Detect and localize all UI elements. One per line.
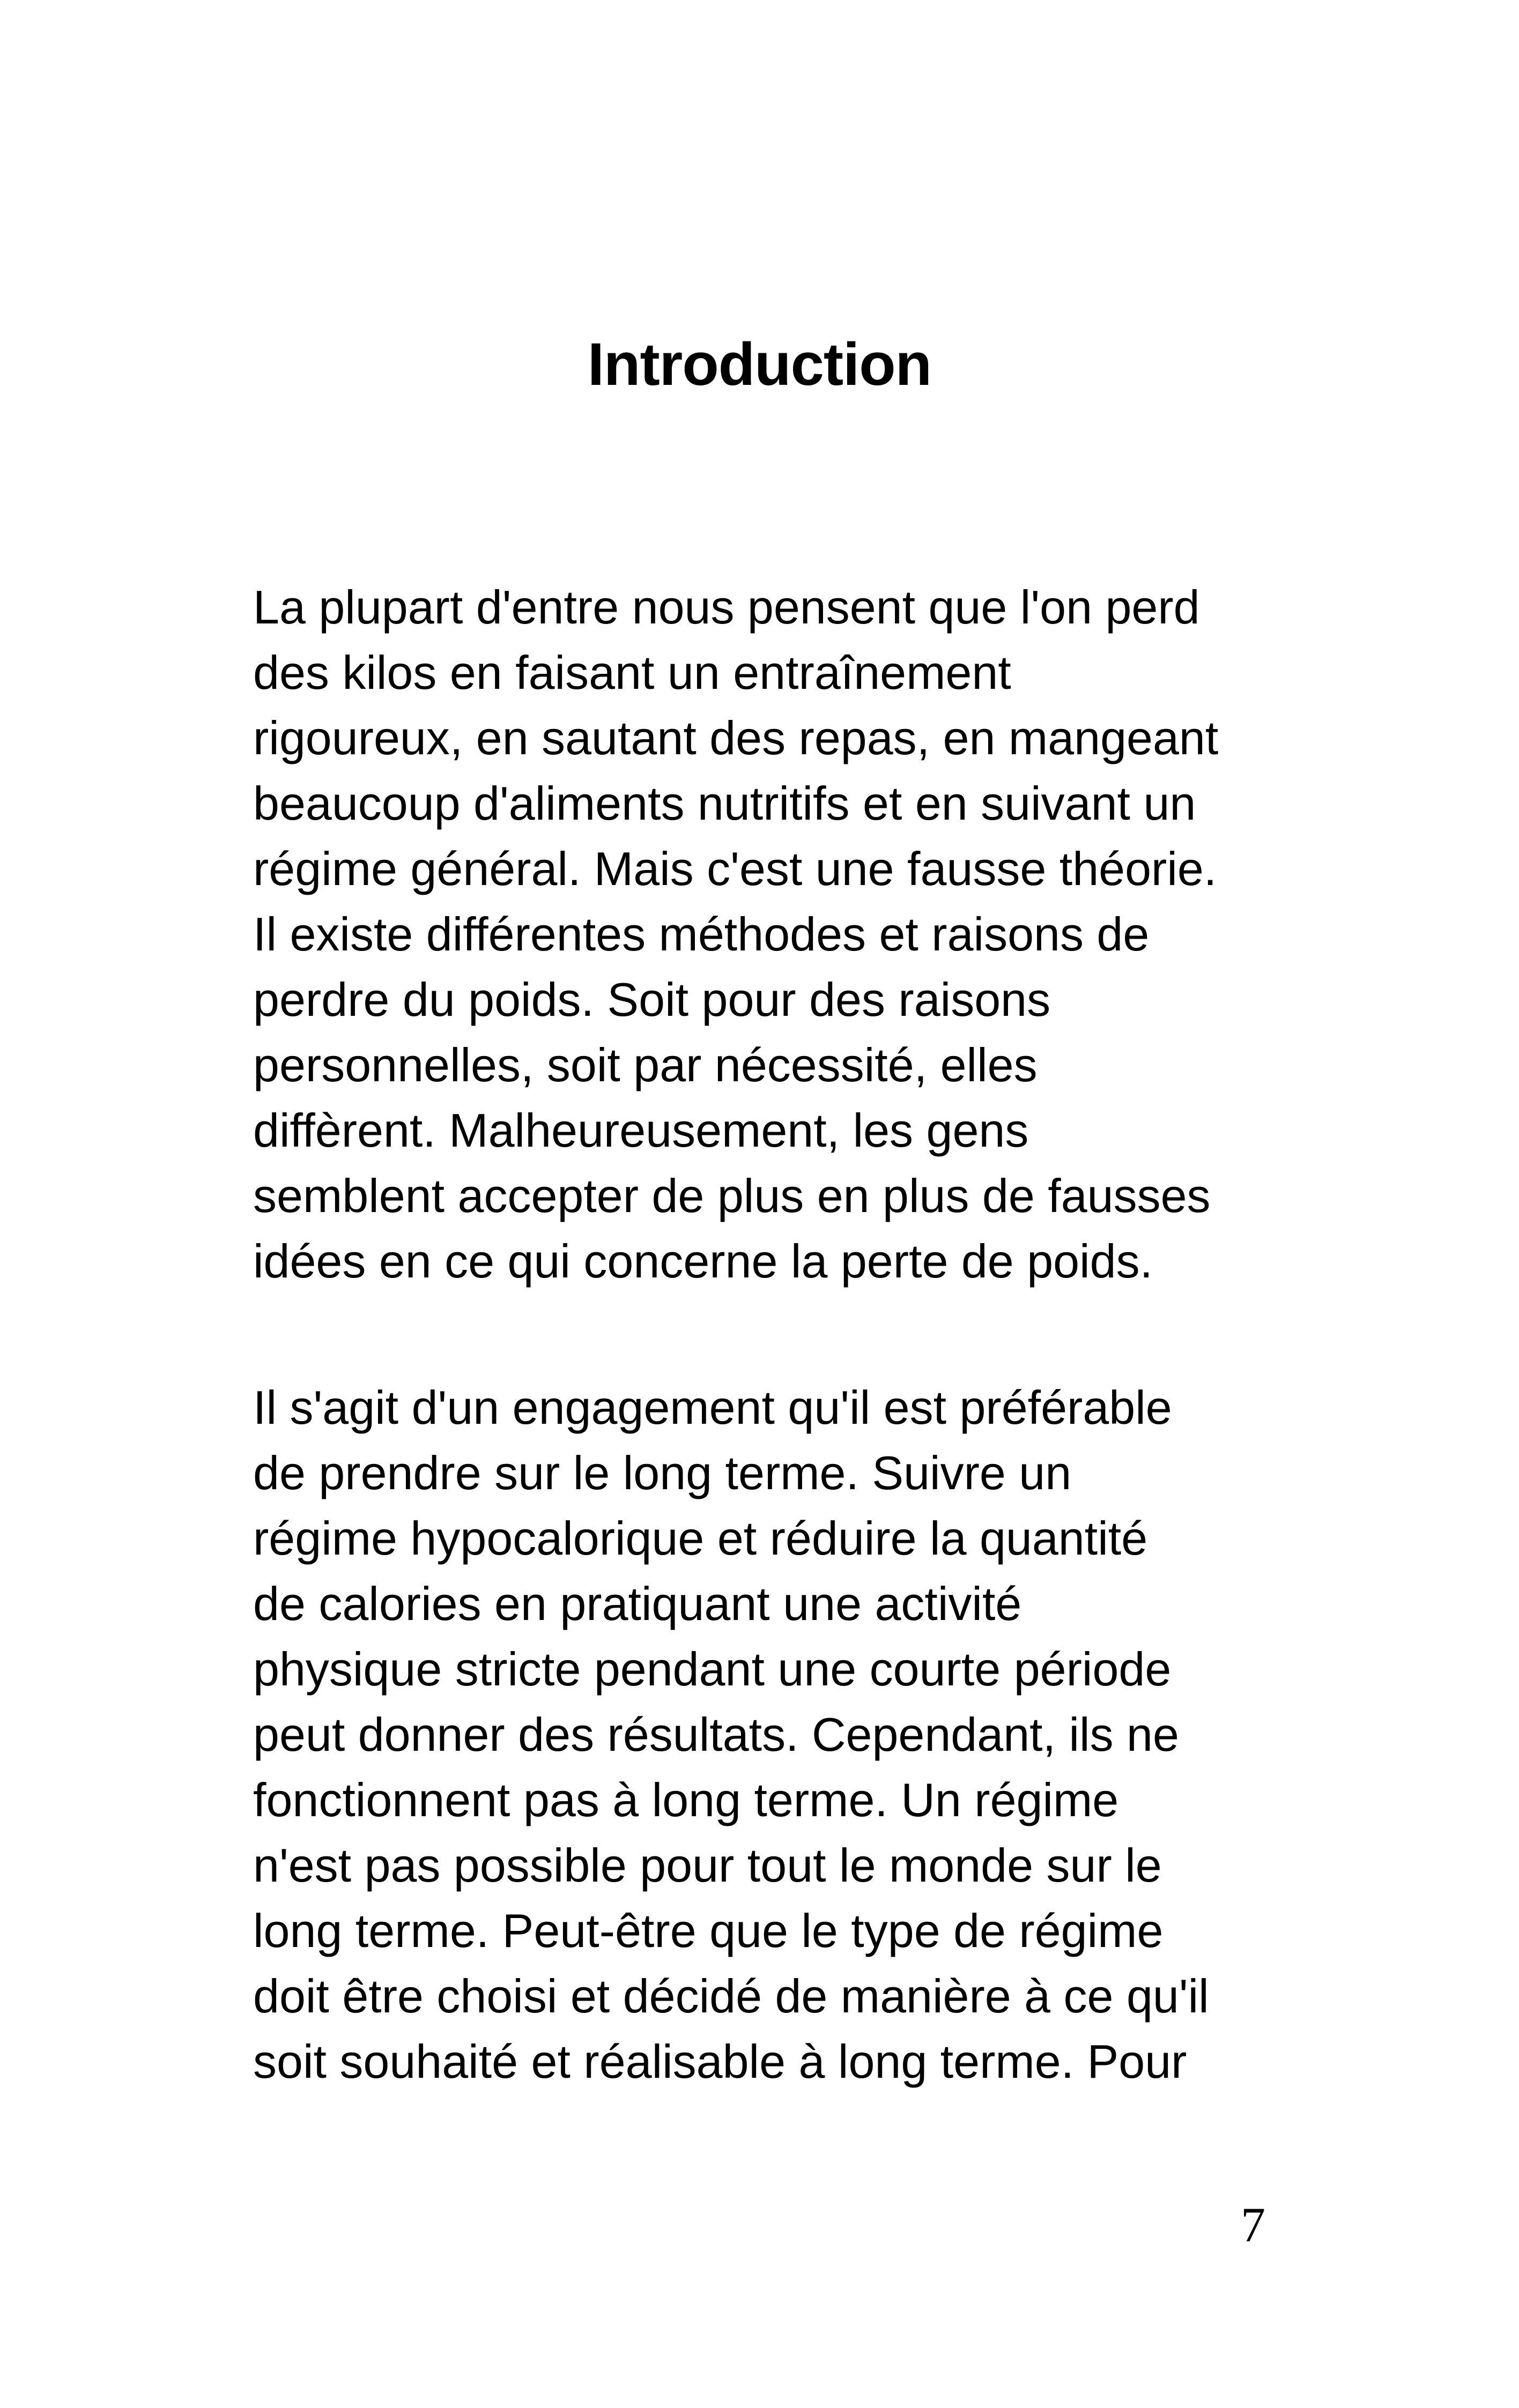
paragraph-1	[253, 575, 1325, 1294]
text-line: beaucoup d'aliments nutritifs et en suivant un	[253, 777, 1196, 830]
text-line: semblent accepter de plus en plus de fausses	[253, 1169, 1211, 1222]
text-line: Il s'agit d'un engagement qu'il est préférable	[253, 1381, 1172, 1434]
text-line: long terme. Peut-être que le type de régime	[253, 1904, 1164, 1957]
text-line: de prendre sur le long terme. Suivre un	[253, 1446, 1072, 1499]
text-line: Il existe différentes méthodes et raisons de	[253, 908, 1150, 961]
text-line: régime hypocalorique et réduire la quantité	[253, 1512, 1148, 1565]
text-line: n'est pas possible pour tout le monde sur le	[253, 1839, 1162, 1892]
text-line: peut donner des résultats. Cependant, ils ne	[253, 1708, 1179, 1761]
text-line: physique stricte pendant une courte période	[253, 1643, 1172, 1696]
text-line: perdre du poids. Soit pour des raisons	[253, 973, 1051, 1026]
text-line: personnelles, soit par nécessité, elles	[253, 1038, 1038, 1091]
text-line: soit souhaité et réalisable à long terme. Pour	[253, 2035, 1187, 2088]
text-line: rigoureux, en sautant des repas, en mangeant	[253, 711, 1219, 764]
chapter-title: Introduction	[587, 331, 932, 398]
text-line: régime général. Mais c'est une fausse théorie.	[253, 842, 1217, 895]
page-number: 7	[1241, 2197, 1265, 2252]
paragraph-text	[253, 575, 1325, 1294]
text-line: des kilos en faisant un entraînement	[253, 646, 1011, 699]
text-line: fonctionnent pas à long terme. Un régime	[253, 1773, 1119, 1826]
text-line: idées en ce qui concerne la perte de poids.	[253, 1235, 1153, 1288]
text-line: doit être choisi et décidé de manière à ce qu'il	[253, 1969, 1209, 2023]
paragraph-text	[253, 1375, 1325, 2094]
text-line: diffèrent. Malheureusement, les gens	[253, 1104, 1029, 1157]
text-line: de calories en pratiquant une activité	[253, 1577, 1022, 1630]
paragraph-2	[253, 1375, 1325, 2094]
text-line: La plupart d'entre nous pensent que l'on perd	[253, 581, 1200, 634]
